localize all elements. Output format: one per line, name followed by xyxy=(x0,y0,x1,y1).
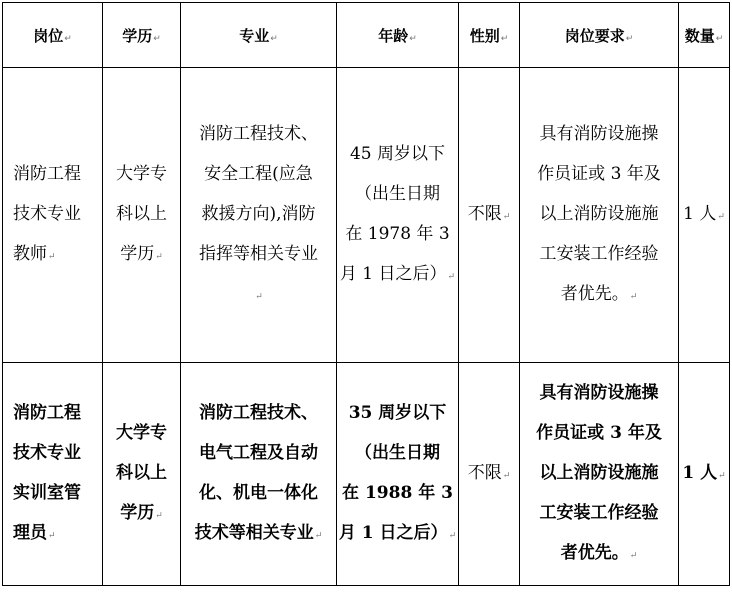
cell-gender: 不限↵ xyxy=(459,363,520,586)
cell-major: 消防工程技术、 安全工程(应急 救援方向),消防 指挥等相关专业 ↵ xyxy=(181,68,337,363)
table-row xyxy=(3,363,730,586)
header-age: 年龄↵ xyxy=(337,3,459,68)
cell-requirement: 具有消防设施操 作员证或 3 年及 以上消防设施施 工安装工作经验 者优先。↵ xyxy=(520,68,679,363)
cell-count: 1 人↵ xyxy=(679,68,730,363)
header-major: 专业↵ xyxy=(181,3,337,68)
cell-position: 消防工程 技术专业 教师↵ xyxy=(3,68,103,363)
cell-age: 35 周岁以下 （出生日期 在 1988 年 3 月 1 日之后）↵ xyxy=(337,363,459,586)
cell-position: 消防工程 技术专业 实训室管 理员↵ xyxy=(3,363,103,586)
header-education: 学历↵ xyxy=(103,3,181,68)
header-position: 岗位↵ xyxy=(3,3,103,68)
cell-count: 1 人↵ xyxy=(679,363,730,586)
cell-major: 消防工程技术、 电气工程及自动 化、机电一体化 技术等相关专业↵ xyxy=(181,363,337,586)
cell-gender: 不限↵ xyxy=(459,68,520,363)
header-requirement: 岗位要求↵ xyxy=(520,3,679,68)
header-row xyxy=(3,3,730,68)
header-gender: 性别↵ xyxy=(459,3,520,68)
cell-education: 大学专 科以上 学历↵ xyxy=(103,363,181,586)
cell-age: 45 周岁以下 （出生日期 在 1978 年 3 月 1 日之后）↵ xyxy=(337,68,459,363)
header-count: 数量↵ xyxy=(679,3,730,68)
cell-requirement: 具有消防设施操 作员证或 3 年及 以上消防设施施 工安装工作经验 者优先。↵ xyxy=(520,363,679,586)
cell-education: 大学专 科以上 学历↵ xyxy=(103,68,181,363)
table-row xyxy=(3,68,730,363)
recruitment-table xyxy=(2,2,730,586)
